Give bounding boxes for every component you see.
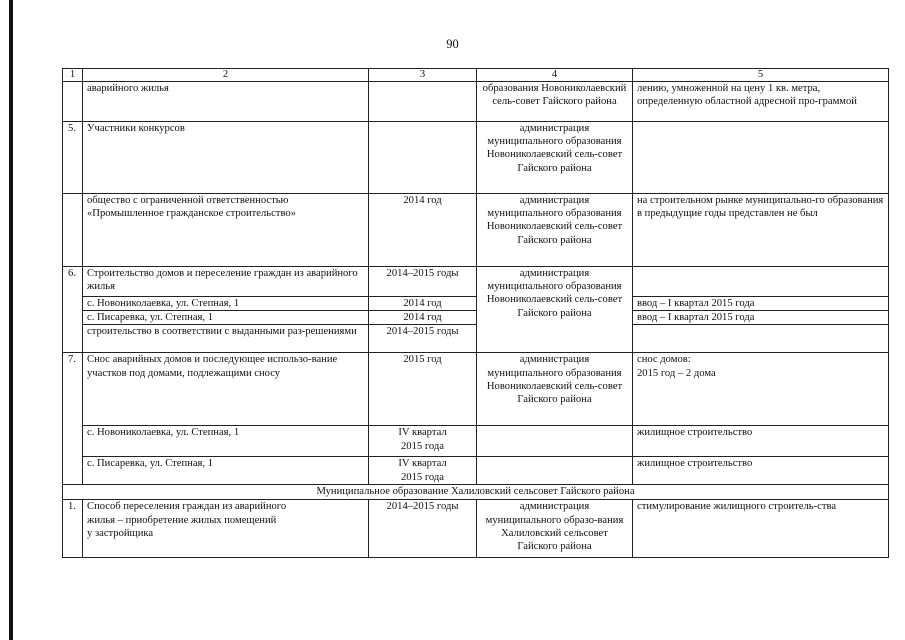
period-line: 2015 года — [400, 471, 444, 483]
table-row — [63, 122, 889, 194]
page-number: 90 — [446, 37, 459, 51]
executor-cell: администрация муниципального образования Новониколаевский сель-совет Гайского района — [477, 353, 633, 426]
measure-line: жилья – приобретение жилых помещений — [87, 514, 277, 526]
table-row — [63, 267, 889, 297]
measure-line: у застройщика — [87, 527, 154, 539]
measure-cell: общество с ограниченной ответственностью «Промышленное гражданское строительство» — [83, 194, 369, 267]
table-row — [63, 325, 889, 353]
result-cell — [633, 325, 889, 353]
period-cell: 2014 год — [369, 297, 477, 311]
executor-cell: администрация муниципального образо-вания Халиловский сельсовет Гайского района — [477, 500, 633, 558]
result-cell: стимулирование жилищного строитель-ства — [633, 500, 889, 558]
result-cell — [633, 353, 889, 426]
result-line: снос домов: — [637, 354, 691, 366]
table-row — [63, 353, 889, 426]
table-row — [63, 297, 889, 311]
executor-cell: администрация муниципального образования Новониколаевский сель-совет Гайского района — [477, 194, 633, 267]
period-line: IV квартал — [398, 427, 447, 439]
measure-cell: с. Писаревка, ул. Степная, 1 — [83, 311, 369, 325]
row-number: 6. — [63, 267, 83, 353]
period-line: IV квартал — [398, 458, 447, 470]
table-row — [63, 194, 889, 267]
header-cell: 5 — [633, 69, 889, 82]
table-row — [63, 457, 889, 485]
header-cell: 4 — [477, 69, 633, 82]
measure-cell: с. Новониколаевка, ул. Степная, 1 — [83, 297, 369, 311]
table-row — [63, 82, 889, 122]
row-number: 5. — [63, 122, 83, 194]
measure-cell: аварийного жилья — [83, 82, 369, 122]
period-line: 2015 года — [400, 440, 444, 452]
measure-cell — [83, 500, 369, 558]
result-cell — [633, 267, 889, 297]
measure-line: Способ переселения граждан из аварийного — [87, 501, 287, 513]
executor-cell — [477, 426, 633, 457]
period-cell — [369, 457, 477, 485]
executor-cell: администрация муниципального образования Новониколаевский сель-совет Гайского района — [477, 122, 633, 194]
period-cell: 2014 год — [369, 311, 477, 325]
measure-cell: Снос аварийных домов и последующее использо-вание участков под домами, подлежащими сносу — [83, 353, 369, 426]
section-title: Муниципальное образование Халиловский сельсовет Гайского района — [63, 485, 889, 500]
result-cell: жилищное строительство — [633, 426, 889, 457]
period-cell — [369, 426, 477, 457]
section-row — [63, 485, 889, 500]
table-row — [63, 500, 889, 558]
measure-cell: Участники конкурсов — [83, 122, 369, 194]
scan-margin-bar — [9, 0, 13, 640]
result-cell: ввод – I квартал 2015 года — [633, 297, 889, 311]
table-row — [63, 426, 889, 457]
period-cell: 2014–2015 годы — [369, 500, 477, 558]
program-table — [62, 68, 889, 558]
period-cell: 2015 год — [369, 353, 477, 426]
measure-cell: с. Новониколаевка, ул. Степная, 1 — [83, 426, 369, 457]
measure-cell: строительство в соответствии с выданными раз-решениями — [83, 325, 369, 353]
table-row — [63, 311, 889, 325]
period-cell — [369, 122, 477, 194]
header-cell: 1 — [63, 69, 83, 82]
result-cell — [633, 122, 889, 194]
table-header-row — [63, 69, 889, 82]
result-cell: жилищное строительство — [633, 457, 889, 485]
result-cell: ввод – I квартал 2015 года — [633, 311, 889, 325]
executor-cell — [477, 457, 633, 485]
row-number: 1. — [63, 500, 83, 558]
row-number — [63, 194, 83, 267]
period-cell: 2014 год — [369, 194, 477, 267]
result-line: 2015 год – 2 дома — [637, 367, 716, 379]
executor-cell: образования Новониколаевский сель-совет Гайского района — [477, 82, 633, 122]
row-number: 7. — [63, 353, 83, 485]
row-number — [63, 82, 83, 122]
header-cell: 3 — [369, 69, 477, 82]
measure-cell: с. Писаревка, ул. Степная, 1 — [83, 457, 369, 485]
period-cell — [369, 82, 477, 122]
result-cell: на строительном рынке муниципально-го образования в предыдущие годы представлен не был — [633, 194, 889, 267]
period-cell: 2014–2015 годы — [369, 325, 477, 353]
measure-cell: Строительство домов и переселение граждан из аварийного жилья — [83, 267, 369, 297]
period-cell: 2014–2015 годы — [369, 267, 477, 297]
executor-cell: администрация муниципального образования Новониколаевский сель-совет Гайского района — [477, 267, 633, 353]
result-cell: лению, умноженной на цену 1 кв. метра, определенную областной адресной про-граммой — [633, 82, 889, 122]
header-cell: 2 — [83, 69, 369, 82]
